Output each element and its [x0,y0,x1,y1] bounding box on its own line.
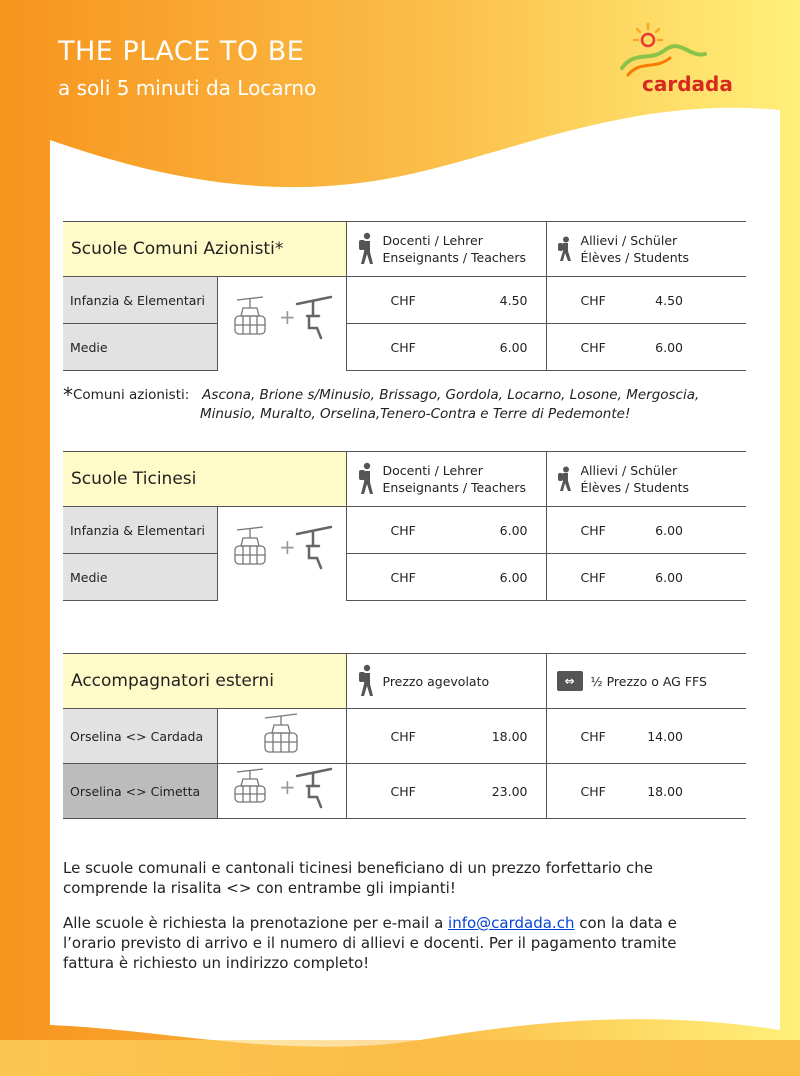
currency: CHF [390,783,416,799]
transport-icons [217,709,346,764]
child-hiker-icon [557,236,573,262]
cablecar-plus-chairlift-icon [227,524,337,580]
price-reduced: 23.00 [491,783,528,799]
page-subtitle: a soli 5 minuti da Locarno [58,76,317,100]
row-label: Orselina <> Cimetta [63,764,217,819]
table-row [63,709,746,764]
transport-icons [217,764,346,819]
header-reduced-price [346,654,546,709]
price-table-accompagnatori [63,653,746,819]
cardada-logo [610,20,740,100]
header-teachers [346,222,546,277]
page-title: THE PLACE TO BE [58,36,305,67]
cablecar-icon [257,712,307,758]
price-teachers: 4.50 [499,292,528,308]
sbb-icon: ⇔ [557,671,583,691]
price-table-comuni-azionisti [63,221,746,371]
header-students-line1: Allievi / Schüler [580,463,678,478]
row-label: Infanzia & Elementari [63,277,217,324]
currency: CHF [580,569,606,585]
table-title: Scuole Comuni Azionisti* [63,222,346,277]
row-label: Medie [63,324,217,371]
currency: CHF [580,292,606,308]
table-row [63,277,746,324]
logo-graphic [610,20,740,80]
header-students-line2: Élèves / Students [580,480,690,495]
info-text-before: Alle scuole è richiesta la prenotazione per e-mail a [63,914,449,932]
table-row [63,554,746,601]
header-teachers [346,452,546,507]
table-title: Scuole Ticinesi [63,452,346,507]
price-reduced: 18.00 [491,728,528,744]
info-paragraph-2 [63,913,723,973]
price-students: 4.50 [655,292,684,308]
currency: CHF [390,339,416,355]
hiker-icon [357,462,375,496]
price-half: 18.00 [647,783,683,799]
table-row [63,507,746,554]
table-row [63,324,746,371]
currency: CHF [390,569,416,585]
header-students [546,222,746,277]
header-teachers-line1: Docenti / Lehrer [382,463,483,478]
note-line1: Ascona, Brione s/Minusio, Brissago, Gordola, Locarno, Losone, Mergoscia, [202,387,700,403]
price-students: 6.00 [655,522,683,538]
svg-text:+: + [278,535,296,560]
cablecar-plus-chairlift-icon [227,294,337,350]
hiker-icon [357,232,375,266]
price-students: 6.00 [655,339,684,355]
header-students-line2: Élèves / Students [580,250,690,265]
price-teachers: 6.00 [499,339,528,355]
currency: CHF [580,783,606,799]
header-half-price [546,654,746,709]
price-table-scuole-ticinesi [63,451,746,601]
hiker-icon [357,664,375,698]
row-label: Medie [63,554,217,601]
row-label: Orselina <> Cardada [63,709,217,764]
row-label: Infanzia & Elementari [63,507,217,554]
note-label: Comuni azionisti: [73,387,190,403]
header-half-line1: ½ Prezzo o AG FFS [590,673,707,689]
transport-icons [217,277,346,371]
currency: CHF [390,728,416,744]
child-hiker-icon [557,466,573,492]
email-link[interactable]: info@cardada.ch [448,914,575,932]
header-students-line1: Allievi / Schüler [580,233,678,248]
svg-text:+: + [278,774,296,799]
svg-text:+: + [278,305,296,330]
table-title: Accompagnatori esterni [63,654,346,709]
price-teachers: 6.00 [499,569,528,585]
header-students [546,452,746,507]
price-half: 14.00 [647,728,683,744]
price-students: 6.00 [655,569,683,585]
logo-text: cardada [642,72,733,96]
header-teachers-line2: Enseignants / Teachers [382,480,527,495]
currency: CHF [390,522,416,538]
currency: CHF [390,292,416,308]
currency: CHF [580,522,606,538]
note-star: * [63,383,73,407]
transport-icons [217,507,346,601]
header-teachers-line1: Docenti / Lehrer [382,233,483,248]
info-text-after: con la data e l’orario previsto di arrivo e il numero di allievi e docenti. Per il pagamento tramite fattura è richiesto un indirizzo completo! [63,914,677,972]
info-paragraph-1: Le scuole comunali e cantonali ticinesi beneficiano di un prezzo forfettario che comprende la risalita <> con entrambe gli impianti! [63,859,653,897]
cablecar-plus-chairlift-icon [227,766,337,814]
currency: CHF [580,339,606,355]
table-row [63,764,746,819]
currency: CHF [580,728,606,744]
note-line2: Minusio, Muralto, Orselina,Tenero-Contra e Terre di Pedemonte! [200,406,631,422]
price-teachers: 6.00 [499,522,528,538]
comuni-azionisti-note [63,383,743,424]
header-reduced-line1: Prezzo agevolato [382,673,490,689]
header-teachers-line2: Enseignants / Teachers [382,250,527,265]
